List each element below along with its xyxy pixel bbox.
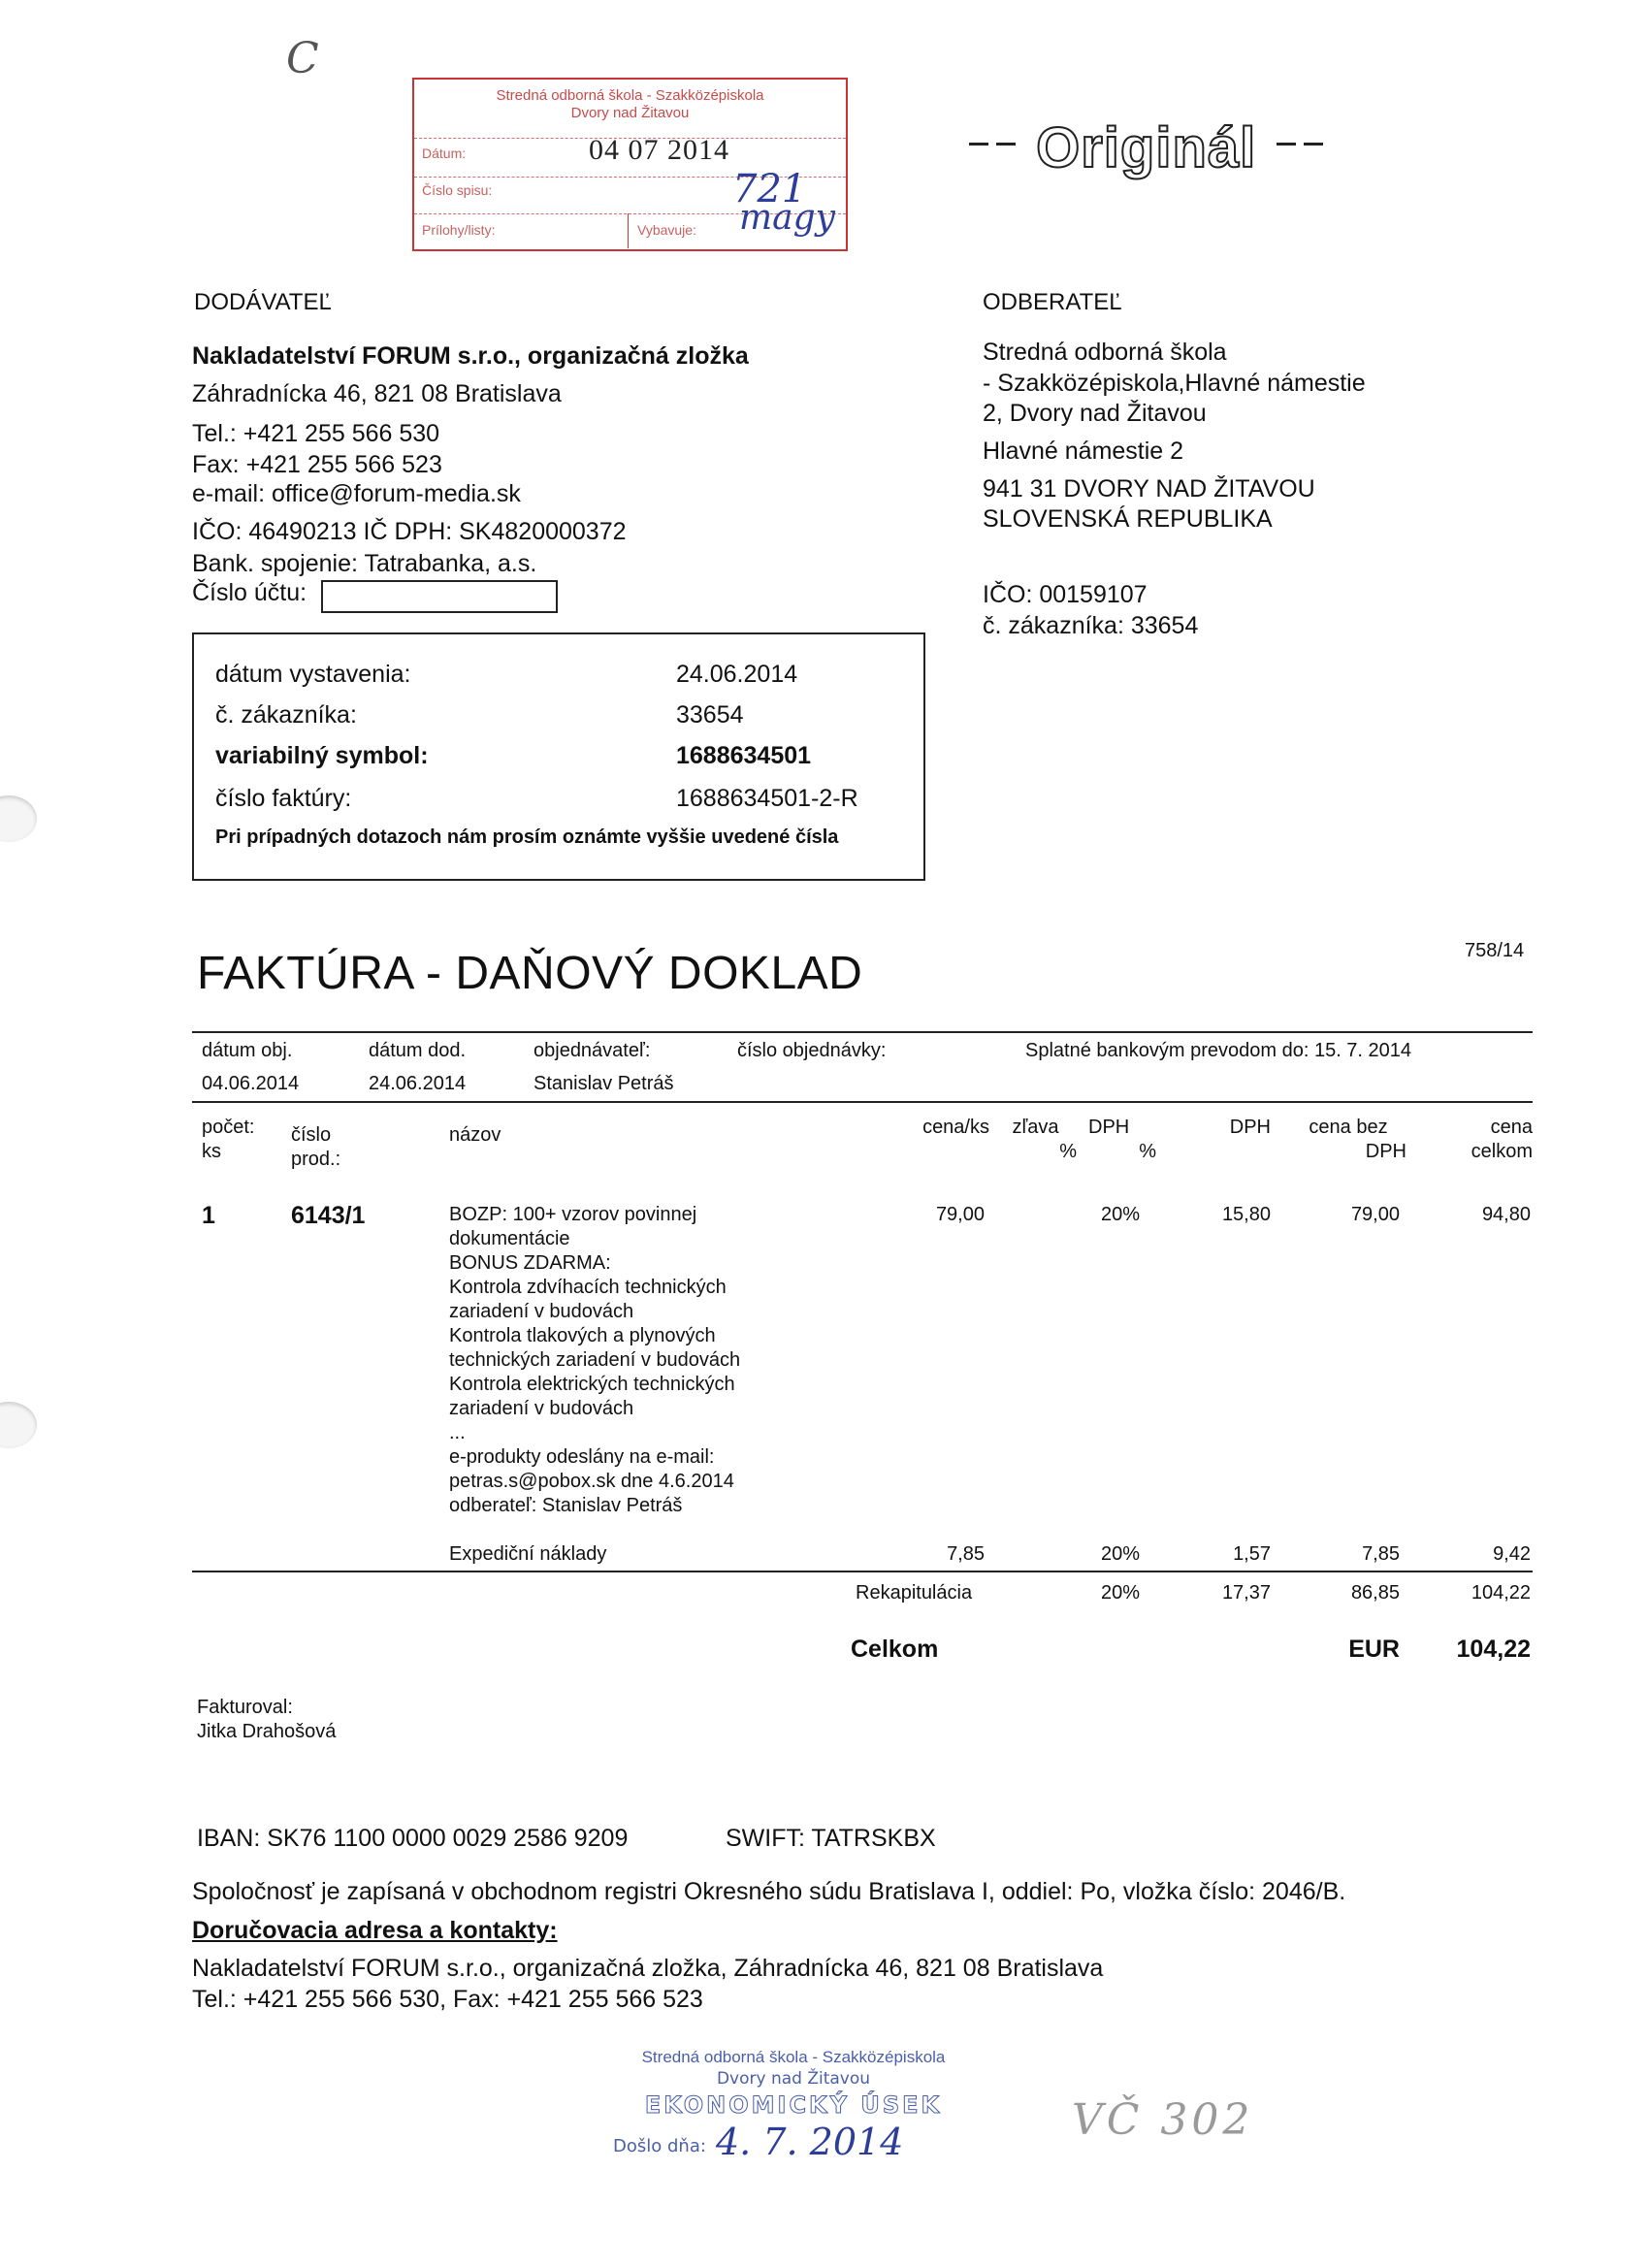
th-discount: zľava % — [1012, 1117, 1077, 1162]
supplier-account-label: Číslo účtu: — [192, 579, 307, 606]
item-qty: 1 — [202, 1202, 215, 1229]
stamp-file-label: Číslo spisu: — [422, 182, 493, 198]
receipt-stamp-line3: EKONOMICKÝ ÚSEK — [644, 2091, 943, 2119]
original-label — [965, 116, 1327, 180]
shipping-vat-pct: 20% — [1100, 1543, 1140, 1565]
customer-line1: Stredná odborná škola — [983, 339, 1227, 366]
customer-heading: ODBERATEĽ — [983, 289, 1122, 315]
grand-total-label: Celkom — [851, 1636, 939, 1663]
receipt-stamp-line1: Stredná odborná škola - Szakközépiskola — [641, 2048, 946, 2066]
contacts-heading: Doručovacia adresa a kontakty: — [192, 1917, 558, 1944]
invoice-no-label: číslo faktúry: — [215, 785, 352, 812]
contacts-line2: Tel.: +421 255 566 530, Fax: +421 255 566 523 — [192, 1986, 703, 2013]
contacts-line1: Nakladatelství FORUM s.r.o., organizačná zložka, Záhradnícka 46, 821 08 Bratislava — [192, 1955, 1104, 1982]
corner-mark: C — [286, 34, 319, 83]
supplier-heading: DODÁVATEĽ — [194, 289, 332, 315]
customer-line2: - Szakközépiskola,Hlavné námestie — [983, 370, 1366, 397]
th-unit-price: cena/ks — [922, 1117, 989, 1138]
swift: SWIFT: TATRSKBX — [726, 1825, 936, 1852]
stamp-date-value: 04 07 2014 — [589, 134, 729, 166]
registry-info: Spoločnosť je zapísaná v obchodnom registri Okresného súdu Bratislava I, oddiel: Po, vložka číslo: 2046/B. — [192, 1878, 1346, 1905]
receipt-stamp-line2: Dvory nad Žitavou — [716, 2069, 871, 2089]
issue-date-label: dátum vystavenia: — [215, 661, 411, 688]
shipping-net: 7,85 — [1362, 1543, 1400, 1565]
supplier-tel: Tel.: +421 255 566 530 — [192, 420, 440, 447]
shipping-label: Expediční náklady — [449, 1543, 607, 1565]
supplier-account-box — [321, 580, 558, 613]
customer-ico: IČO: 00159107 — [983, 581, 1148, 608]
customer-no-label: č. zákazníka: — [215, 701, 357, 729]
recap-label: Rekapitulácia — [856, 1582, 973, 1604]
payment-due: Splatné bankovým prevodom do: 15. 7. 2014 — [1025, 1040, 1412, 1061]
stamp-attach-label: Prílohy/listy: — [422, 222, 496, 238]
item-vat-pct: 20% — [1100, 1204, 1140, 1225]
supplier-fax: Fax: +421 255 566 523 — [192, 451, 442, 478]
issue-date: 24.06.2014 — [676, 661, 798, 688]
th-product-no: číslo prod.: — [291, 1124, 341, 1170]
registry-stamp — [412, 78, 848, 251]
th-net: cena bez DPH — [1309, 1117, 1406, 1162]
th-vat-pct: DPH % — [1088, 1117, 1156, 1162]
original-label-text: Originál — [1036, 116, 1257, 179]
receipt-received-label: Došlo dňa: — [613, 2136, 706, 2156]
doc-number: 758/14 — [1465, 940, 1525, 961]
customer-number: č. zákazníka: 33654 — [983, 612, 1199, 639]
receipt-stamp — [609, 2047, 978, 2163]
recap-net: 86,85 — [1350, 1582, 1400, 1604]
invoice-no: 1688634501-2-R — [676, 785, 858, 812]
item-vat: 15,80 — [1221, 1204, 1271, 1225]
stamp-handler-label: Vybavuje: — [637, 222, 696, 238]
infobox-note: Pri prípadných dotazoch nám prosím oznámte vyššie uvedené čísla — [215, 826, 839, 848]
variable-symbol: 1688634501 — [676, 742, 812, 769]
supplier-bank: Bank. spojenie: Tatrabanka, a.s. — [192, 550, 537, 577]
customer-line5: 941 31 DVORY NAD ŽITAVOU — [983, 475, 1315, 502]
orderer: Stanislav Petráš — [534, 1073, 674, 1094]
punch-hole-bottom — [0, 1402, 37, 1448]
shipping-unit-price: 7,85 — [947, 1543, 985, 1565]
punch-hole-top — [0, 795, 37, 842]
item-product-no: 6143/1 — [291, 1202, 366, 1229]
grand-total-currency: EUR — [1348, 1636, 1400, 1663]
grand-total-value: 104,22 — [1456, 1636, 1531, 1663]
invoiced-by: Jitka Drahošová — [197, 1721, 337, 1742]
th-total: cena celkom — [1471, 1117, 1533, 1162]
supplier-email: e-mail: office@forum-media.sk — [192, 480, 521, 507]
item-net: 79,00 — [1350, 1204, 1400, 1225]
customer-no: 33654 — [676, 701, 744, 729]
iban: IBAN: SK76 1100 0000 0029 2586 9209 — [197, 1825, 629, 1852]
receipt-received-date: 4. 7. 2014 — [716, 2121, 904, 2163]
recap-total: 104,22 — [1471, 1582, 1531, 1604]
th-name: názov — [449, 1124, 501, 1146]
stamp-handler-value: magy — [739, 198, 835, 238]
pencil-note: VČ 302 — [1072, 2095, 1254, 2145]
order-date-label: dátum obj. — [202, 1040, 293, 1061]
supplier-name: Nakladatelství FORUM s.r.o., organizačná zložka — [192, 342, 749, 370]
item-total: 94,80 — [1481, 1204, 1531, 1225]
supplier-address: Záhradnícka 46, 821 08 Bratislava — [192, 380, 562, 407]
shipping-total: 9,42 — [1493, 1543, 1531, 1565]
order-date: 04.06.2014 — [202, 1073, 300, 1094]
recap-vat: 17,37 — [1221, 1582, 1271, 1604]
stamp-file-value: 721 — [732, 167, 807, 211]
delivery-date: 24.06.2014 — [369, 1073, 467, 1094]
item-unit-price: 79,00 — [935, 1204, 985, 1225]
shipping-vat: 1,57 — [1233, 1543, 1271, 1565]
th-vat: DPH — [1229, 1117, 1271, 1138]
item-description: BOZP: 100+ vzorov povinnej dokumentácie BONUS ZDARMA: Kontrola zdvíhacích technických zariadení v budovách Kontrola tlakových a plynových technických zariadení v budovách Kontrola elektrických technických zariadení v budovách ... e-produkty odeslány na e-mail: petras.s@pobox.sk dne 4.6.2014 odberateľ: Stanislav Petráš — [449, 1204, 741, 1515]
orderer-label: objednávateľ: — [534, 1040, 651, 1061]
stamp-org-line1: Stredná odborná škola - Szakközépiskola — [496, 87, 764, 104]
invoice-title: FAKTÚRA - DAŇOVÝ DOKLAD — [197, 948, 863, 999]
customer-line3: 2, Dvory nad Žitavou — [983, 400, 1207, 427]
variable-symbol-label: variabilný symbol: — [215, 742, 429, 769]
recap-vat-pct: 20% — [1100, 1582, 1140, 1604]
supplier-ico: IČO: 46490213 IČ DPH: SK4820000372 — [192, 518, 627, 545]
th-qty: počet: ks — [202, 1117, 255, 1162]
stamp-date-label: Dátum: — [422, 146, 467, 161]
customer-line4: Hlavné námestie 2 — [983, 437, 1184, 465]
invoiced-by-label: Fakturoval: — [197, 1697, 293, 1718]
delivery-date-label: dátum dod. — [369, 1040, 467, 1061]
stamp-org-line2: Dvory nad Žitavou — [570, 105, 690, 121]
customer-line6: SLOVENSKÁ REPUBLIKA — [983, 505, 1273, 533]
order-no-label: číslo objednávky: — [737, 1040, 887, 1061]
